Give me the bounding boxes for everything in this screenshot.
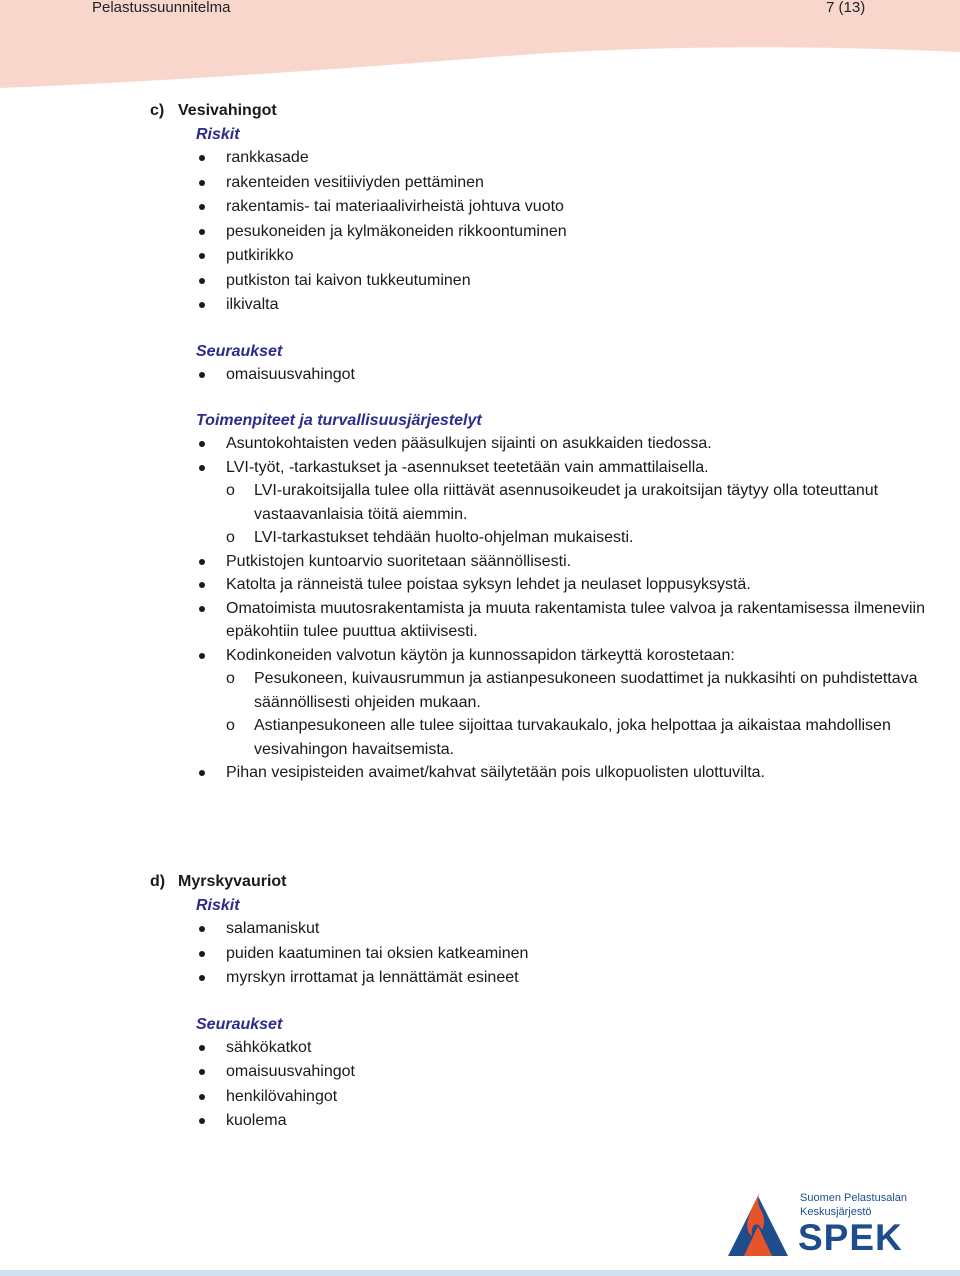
list-item: Asuntokohtaisten veden pääsulkujen sijainti on asukkaiden tiedossa. bbox=[150, 432, 930, 456]
flame-icon bbox=[722, 1190, 794, 1258]
logo-org-line2: Keskusjärjestö bbox=[800, 1206, 872, 1218]
list-item: puiden kaatuminen tai oksien katkeaminen bbox=[150, 942, 930, 967]
list-item: putkirikko bbox=[150, 244, 930, 269]
list-item: pesukoneiden ja kylmäkoneiden rikkoontuminen bbox=[150, 220, 930, 245]
risks-heading: Riskit bbox=[196, 897, 240, 914]
sub-list bbox=[196, 479, 930, 550]
sub-list bbox=[196, 667, 930, 761]
list-item: myrskyn irrottamat ja lennättämät esineet bbox=[150, 966, 930, 991]
risks-list bbox=[150, 917, 930, 991]
consequences-list bbox=[150, 1036, 930, 1134]
list-item bbox=[150, 456, 930, 480]
list-item: rakentamis- tai materiaalivirheistä johtuva vuoto bbox=[150, 195, 930, 220]
list-item: sähkökatkot bbox=[150, 1036, 930, 1061]
section-title-text: Myrskyvauriot bbox=[178, 873, 287, 890]
sub-list-item: o LVI-tarkastukset tehdään huolto-ohjelman mukaisesti. bbox=[196, 526, 930, 550]
logo-org-line1: Suomen Pelastusalan bbox=[800, 1192, 908, 1204]
section-title bbox=[150, 870, 930, 894]
list-item: Kodinkoneiden valvotun käytön ja kunnossapidon tärkeyttä korostetaan: bbox=[150, 644, 930, 668]
list-item: omaisuusvahingot bbox=[150, 1060, 930, 1085]
page-number: 7 (13) bbox=[826, 0, 866, 16]
measures-heading: Toimenpiteet ja turvallisuusjärjestelyt bbox=[196, 412, 482, 429]
consequences-heading: Seuraukset bbox=[196, 342, 283, 360]
list-item: henkilövahingot bbox=[150, 1085, 930, 1110]
list-item: kuolema bbox=[150, 1109, 930, 1134]
bottom-rule bbox=[0, 1270, 960, 1276]
list-item: Katolta ja ränneistä tulee poistaa syksyn lehdet ja neulaset loppusyksystä. bbox=[150, 573, 930, 597]
list-item: Pihan vesipisteiden avaimet/kahvat säilytetään pois ulkopuolisten ulottuvilta. bbox=[150, 761, 930, 785]
list-item: rakenteiden vesitiiviyden pettäminen bbox=[150, 171, 930, 196]
spek-logo bbox=[722, 1190, 922, 1262]
consequences-heading: Seuraukset bbox=[196, 1015, 283, 1033]
list-item: putkiston tai kaivon tukkeutuminen bbox=[150, 269, 930, 294]
list-item: salamaniskut bbox=[150, 917, 930, 942]
section-myrskyvauriot bbox=[150, 870, 930, 1134]
measures-list bbox=[150, 432, 930, 479]
sub-list-item: o Pesukoneen, kuivausrummun ja astianpesukoneen suodattimet ja nukkasihti on puhdistettava säännöllisesti ohjeiden mukaan. bbox=[196, 667, 930, 714]
logo-abbreviation: SPEK bbox=[798, 1217, 903, 1258]
risks-list bbox=[150, 146, 930, 318]
list-item-text: LVI-työt, -tarkastukset ja -asennukset teetetään vain ammattilaisella. bbox=[226, 458, 709, 476]
list-item: Putkistojen kuntoarvio suoritetaan säännöllisesti. bbox=[150, 550, 930, 574]
list-item: omaisuusvahingot bbox=[150, 363, 930, 388]
section-letter: c) bbox=[150, 102, 165, 119]
measures-list-cont bbox=[150, 550, 930, 668]
section-title-text: Vesivahingot bbox=[178, 102, 277, 119]
sub-list-item: o LVI-urakoitsijalla tulee olla riittävät asennusoikeudet ja urakoitsijan täytyy olla toteuttanut vastaavanlaisia töitä aiemmin. bbox=[196, 479, 930, 526]
risks-heading: Riskit bbox=[196, 126, 240, 143]
list-item: rankkasade bbox=[150, 146, 930, 171]
measures-list-end bbox=[150, 761, 930, 785]
section-title bbox=[150, 99, 930, 123]
section-letter: d) bbox=[150, 873, 166, 890]
document-title: Pelastussuunnitelma bbox=[92, 0, 231, 16]
list-item: Omatoimista muutosrakentamista ja muuta rakentamista tulee valvoa ja rakentamisessa ilmeneviin epäkohtiin tulee puuttua aktiivisesti. bbox=[150, 597, 930, 644]
consequences-list bbox=[150, 363, 930, 388]
section-vesivahingot bbox=[150, 99, 930, 785]
sub-list-item: o Astianpesukoneen alle tulee sijoittaa turvakaukalo, joka helpottaa ja aikaistaa mahdollisen vesivahingon havaitsemista. bbox=[196, 714, 930, 761]
list-item: ilkivalta bbox=[150, 293, 930, 318]
